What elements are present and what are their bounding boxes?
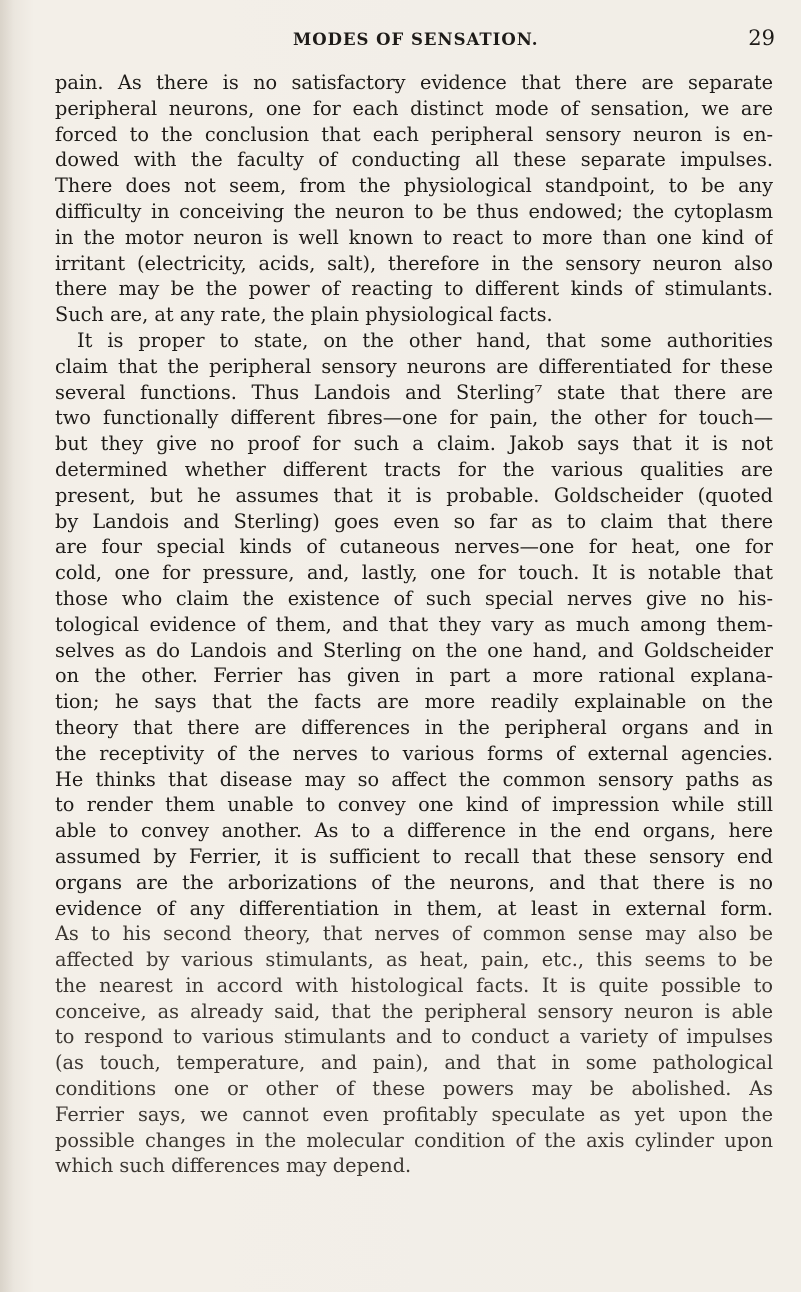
text-line: evidence of any differentiation in them, at least in external form. (55, 896, 773, 920)
text-line: those who claim the existence of such special nerves give no his- (55, 586, 773, 610)
text-line: to respond to various stimulants and to conduct a variety of impulses (55, 1025, 773, 1049)
text-line: irritant (electricity, acids, salt), therefore in the sensory neuron also (55, 251, 773, 275)
text-line: (as touch, temperature, and pain), and that in some pathological (55, 1051, 773, 1075)
text-line: conceive, as already said, that the peripheral sensory neuron is able (55, 999, 773, 1023)
text-line: to render them unable to convey one kind of impression while still (55, 793, 773, 817)
text-line: two functionally different fibres—one for pain, the other for touch— (55, 406, 773, 430)
body-text (55, 70, 773, 1179)
text-line: able to convey another. As to a difference in the end organs, here (55, 819, 773, 843)
text-line: tological evidence of them, and that they vary as much among them- (55, 612, 773, 636)
text-line: possible changes in the molecular condition of the axis cylinder upon (55, 1128, 773, 1152)
page-number: 29 (748, 26, 775, 50)
text-line: Ferrier says, we cannot even profitably speculate as yet upon the (55, 1102, 773, 1126)
text-line: several functions. Thus Landois and Sterling⁷ state that there are (55, 380, 773, 404)
text-line: affected by various stimulants, as heat, pain, etc., this seems to be (55, 948, 773, 972)
text-line: present, but he assumes that it is probable. Goldscheider (quoted (55, 483, 773, 507)
text-line: pain. As there is no satisfactory evidence that there are separate (55, 71, 773, 94)
text-line: difficulty in conceiving the neuron to be thus endowed; the cytoplasm (55, 199, 773, 223)
text-line: selves as do Landois and Sterling on the one hand, and Goldscheider (55, 638, 773, 662)
text-line: which such differences may depend. (55, 1154, 412, 1178)
text-line: cold, one for pressure, and, lastly, one for touch. It is notable that (55, 561, 773, 585)
text-line: determined whether different tracts for the various qualities are (55, 457, 773, 481)
text-line: but they give no proof for such a claim. Jakob says that it is not (55, 432, 773, 456)
text-line: It is proper to state, on the other hand, that some authorities (77, 328, 773, 352)
text-line: the receptivity of the nerves to various forms of external agencies. (55, 741, 773, 765)
text-line: are four special kinds of cutaneous nerves—one for heat, one for (55, 535, 773, 559)
text-line: conditions one or other of these powers may be abolished. As (55, 1077, 773, 1101)
text-line: by Landois and Sterling) goes even so far as to claim that there (55, 509, 773, 533)
text-line: assumed by Ferrier, it is sufficient to recall that these sensory end (55, 844, 773, 868)
page-header (55, 26, 775, 58)
text-line: organs are the arborizations of the neurons, and that there is no (55, 870, 773, 894)
text-line: As to his second theory, that nerves of common sense may also be (55, 922, 773, 946)
text-line: the nearest in accord with histological facts. It is quite possible to (55, 973, 773, 997)
text-line: there may be the power of reacting to different kinds of stimulants. (55, 277, 773, 301)
running-title: MODES OF SENSATION. (293, 30, 539, 49)
text-line: tion; he says that the facts are more readily explainable on the (55, 690, 773, 714)
text-line: He thinks that disease may so affect the common sensory paths as (55, 767, 773, 791)
text-line: theory that there are differences in the peripheral organs and in (55, 715, 773, 739)
text-line: in the motor neuron is well known to react to more than one kind of (55, 225, 773, 249)
text-line: peripheral neurons, one for each distinct mode of sensation, we are (55, 96, 773, 120)
text-line: claim that the peripheral sensory neurons are differentiated for these (55, 354, 773, 378)
text-line: dowed with the faculty of conducting all these separate impulses. (55, 148, 773, 172)
text-line: forced to the conclusion that each peripheral sensory neuron is en- (55, 122, 773, 146)
text-line: on the other. Ferrier has given in part a more rational explana- (55, 664, 773, 688)
text-line: Such are, at any rate, the plain physiological facts. (55, 303, 553, 327)
text-line: There does not seem, from the physiological standpoint, to be any (55, 174, 773, 198)
